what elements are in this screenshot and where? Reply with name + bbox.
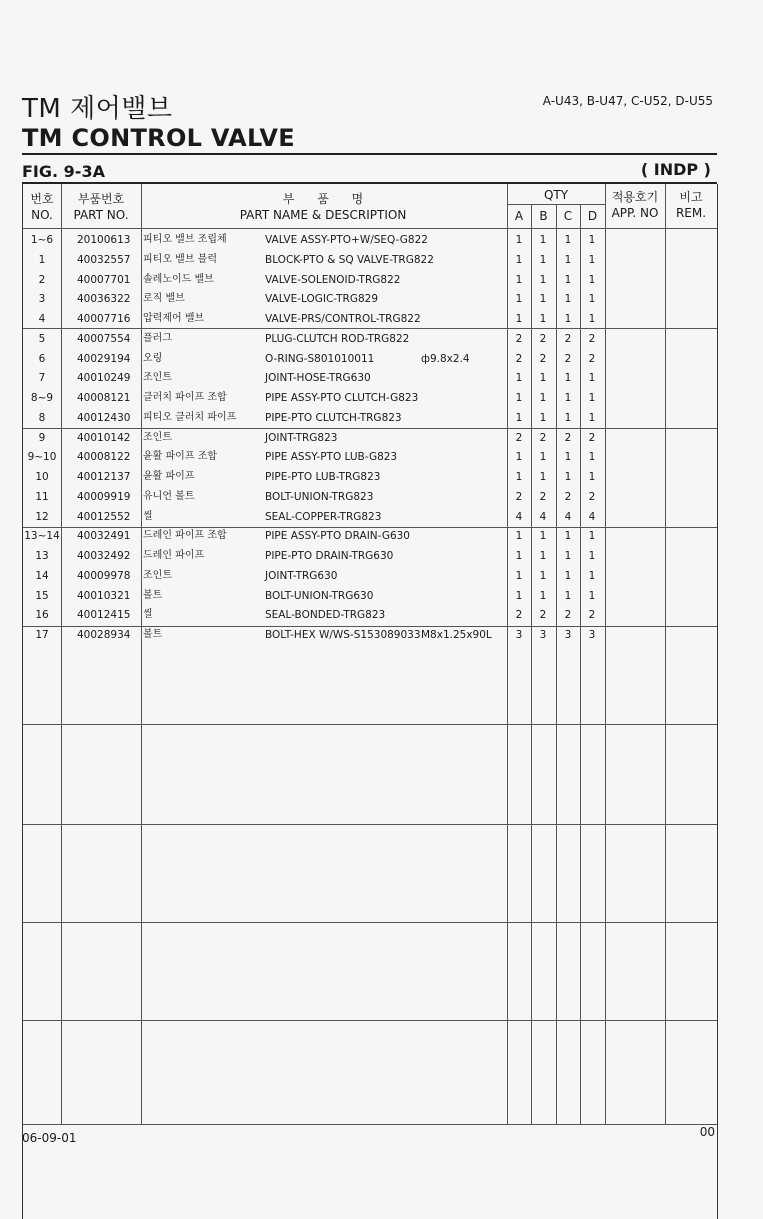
part-name-korean: 조인트 <box>143 372 172 384</box>
part-description: VALVE-LOGIC-TRG829 <box>265 293 379 306</box>
qty-d: 1 <box>588 530 596 543</box>
item-number: 8 <box>38 411 46 424</box>
part-number: 40010321 <box>77 589 131 602</box>
qty-d: 1 <box>588 234 596 246</box>
col-qty-d: D <box>587 209 598 223</box>
qty-c: 1 <box>564 293 572 306</box>
part-number: 40032491 <box>77 530 131 543</box>
part-number: 40010249 <box>77 372 131 385</box>
grid-line <box>23 724 717 725</box>
qty-c: 1 <box>564 471 572 483</box>
part-name-korean: 씰 <box>143 609 153 621</box>
model-list: A-U43, B-U47, C-U52, D-U55 <box>542 94 713 108</box>
part-name-korean: 윤활 파이프 <box>143 471 195 482</box>
part-name-korean: 로직 밸브 <box>143 293 185 305</box>
item-number: 1 <box>38 253 46 266</box>
qty-b: 1 <box>539 293 547 306</box>
qty-c: 2 <box>564 332 572 345</box>
part-number: 40007701 <box>77 273 131 286</box>
item-number: 13~14 <box>24 530 60 543</box>
item-number: 3 <box>38 293 46 306</box>
col-name-ko: 부 품 명 <box>282 192 364 206</box>
grid-line <box>23 1020 717 1021</box>
footer-date: 06-09-01 <box>22 1131 77 1145</box>
col-qty-b: B <box>539 209 548 223</box>
part-number: 40012552 <box>77 510 131 523</box>
grid-line <box>141 184 142 1124</box>
col-partno-ko: 부품번호 <box>77 192 125 206</box>
part-name-korean: 플러그 <box>143 332 172 344</box>
part-spec: M8x1.25x90L <box>421 629 492 641</box>
qty-d: 2 <box>588 332 596 345</box>
qty-b: 2 <box>539 352 547 365</box>
part-description: JOINT-HOSE-TRG630 <box>265 372 371 385</box>
qty-d: 1 <box>588 550 596 562</box>
col-rem-en: REM. <box>675 206 707 220</box>
qty-c: 2 <box>564 431 572 444</box>
item-number: 17 <box>35 629 49 641</box>
qty-c: 2 <box>564 490 572 503</box>
part-description: VALVE-PRS/CONTROL-TRG822 <box>265 313 421 325</box>
part-name-korean: 클러치 파이프 조합 <box>143 392 227 403</box>
part-description: BOLT-UNION-TRG630 <box>265 589 374 602</box>
part-name-korean: 드레인 파이프 <box>143 550 205 561</box>
part-description: PIPE ASSY-PTO DRAIN-G630 <box>265 530 410 543</box>
grid-line <box>23 824 717 825</box>
qty-c: 1 <box>564 234 572 246</box>
qty-a: 1 <box>515 589 523 602</box>
grid-line <box>665 184 666 1124</box>
qty-b: 2 <box>539 431 547 444</box>
qty-b: 1 <box>539 253 547 266</box>
part-description: PIPE ASSY-PTO CLUTCH-G823 <box>265 392 419 404</box>
qty-c: 1 <box>564 372 572 385</box>
part-name-korean: 피티오 밸브 블럭 <box>143 253 217 265</box>
part-description: VALVE-SOLENOID-TRG822 <box>265 273 401 286</box>
part-description: VALVE ASSY-PTO+W/SEQ-G822 <box>265 234 428 246</box>
qty-d: 2 <box>588 490 596 503</box>
qty-a: 3 <box>515 629 523 641</box>
qty-b: 1 <box>539 569 547 582</box>
qty-a: 2 <box>515 609 523 622</box>
qty-d: 1 <box>588 253 596 266</box>
part-number: 40032557 <box>77 253 131 266</box>
qty-b: 1 <box>539 550 547 562</box>
item-number: 16 <box>35 609 49 622</box>
title-korean: TM 제어밸브 <box>22 94 173 124</box>
qty-c: 1 <box>564 392 572 404</box>
grid-line <box>605 184 606 1124</box>
qty-b: 4 <box>539 510 547 523</box>
col-partno-header <box>61 191 141 223</box>
part-name-korean: 볼트 <box>143 589 163 601</box>
col-no-ko: 번호 <box>30 192 54 206</box>
title-english: TM CONTROL VALVE <box>22 124 295 152</box>
part-spec: ф9.8x2.4 <box>421 352 470 365</box>
item-number: 9 <box>38 431 46 444</box>
qty-a: 4 <box>515 510 523 523</box>
qty-c: 1 <box>564 550 572 562</box>
grid-line <box>23 922 717 923</box>
item-number: 11 <box>35 490 49 503</box>
qty-d: 2 <box>588 609 596 622</box>
title-rule <box>22 153 717 155</box>
part-number: 40012430 <box>77 411 131 424</box>
col-qty-c: C <box>563 209 573 223</box>
qty-a: 2 <box>515 332 523 345</box>
part-description: SEAL-COPPER-TRG823 <box>265 510 382 523</box>
part-name-korean: 압력제어 밸브 <box>143 313 205 324</box>
qty-c: 1 <box>564 273 572 286</box>
col-qty-a: A <box>514 209 524 223</box>
part-name-korean: 피티오 클러치 파이프 <box>143 411 237 423</box>
part-description: O-RING-S801010011 <box>265 352 375 365</box>
qty-a: 2 <box>515 490 523 503</box>
item-number: 8~9 <box>30 392 54 404</box>
qty-b: 3 <box>539 629 547 641</box>
part-description: PIPE-PTO LUB-TRG823 <box>265 471 381 483</box>
qty-b: 2 <box>539 332 547 345</box>
qty-c: 1 <box>564 530 572 543</box>
part-name-korean: 피티오 밸브 조립체 <box>143 234 227 245</box>
qty-a: 1 <box>515 411 523 424</box>
grid-line <box>61 184 62 1124</box>
col-rem-ko: 비고 <box>679 190 703 204</box>
part-description: PIPE-PTO CLUTCH-TRG823 <box>265 411 402 424</box>
qty-a: 1 <box>515 550 523 562</box>
qty-d: 1 <box>588 451 596 464</box>
item-number: 14 <box>35 569 49 582</box>
qty-b: 1 <box>539 471 547 483</box>
part-description: PIPE-PTO DRAIN-TRG630 <box>265 550 394 562</box>
qty-c: 1 <box>564 411 572 424</box>
col-name-en: PART NAME & DESCRIPTION <box>239 208 407 222</box>
qty-d: 1 <box>588 569 596 582</box>
part-description: SEAL-BONDED-TRG823 <box>265 609 386 622</box>
qty-a: 1 <box>515 293 523 306</box>
part-number: 40012415 <box>77 609 131 622</box>
qty-b: 1 <box>539 313 547 325</box>
part-name-korean: 볼트 <box>143 629 163 640</box>
qty-a: 1 <box>515 273 523 286</box>
grid-line <box>23 228 717 229</box>
qty-d: 1 <box>588 372 596 385</box>
col-app-en: APP. NO <box>611 206 659 220</box>
col-qty-header: QTY <box>543 188 569 202</box>
qty-a: 1 <box>515 313 523 325</box>
col-rem-header <box>665 189 717 221</box>
qty-d: 1 <box>588 313 596 325</box>
item-number: 15 <box>35 589 49 602</box>
part-number: 40009978 <box>77 569 131 582</box>
qty-c: 4 <box>564 510 572 523</box>
qty-b: 1 <box>539 530 547 543</box>
part-name-korean: 조인트 <box>143 431 172 443</box>
qty-d: 2 <box>588 352 596 365</box>
item-number: 13 <box>35 550 49 562</box>
qty-b: 1 <box>539 392 547 404</box>
part-number: 40008121 <box>77 392 131 404</box>
part-name-korean: 씰 <box>143 510 153 522</box>
qty-b: 1 <box>539 589 547 602</box>
qty-a: 1 <box>515 471 523 483</box>
part-name-korean: 드레인 파이프 조합 <box>143 530 227 542</box>
qty-c: 1 <box>564 451 572 464</box>
item-number: 7 <box>38 372 46 385</box>
part-description: BLOCK-PTO & SQ VALVE-TRG822 <box>265 253 434 266</box>
qty-b: 1 <box>539 234 547 246</box>
qty-a: 1 <box>515 253 523 266</box>
qty-a: 2 <box>515 352 523 365</box>
item-number: 6 <box>38 352 46 365</box>
col-partno-en: PART NO. <box>73 208 129 222</box>
part-description: BOLT-UNION-TRG823 <box>265 490 374 503</box>
part-number: 40028934 <box>77 629 131 641</box>
qty-d: 1 <box>588 293 596 306</box>
variant-label: ( INDP ) <box>640 160 711 179</box>
part-name-korean: 윤활 파이프 조합 <box>143 451 217 463</box>
item-number: 4 <box>38 313 46 325</box>
qty-d: 1 <box>588 589 596 602</box>
qty-a: 1 <box>515 372 523 385</box>
part-description: JOINT-TRG823 <box>265 431 338 444</box>
col-no-en: NO. <box>31 208 53 222</box>
qty-d: 1 <box>588 411 596 424</box>
part-number: 40010142 <box>77 431 131 444</box>
qty-a: 2 <box>515 431 523 444</box>
col-no-header <box>23 191 61 223</box>
part-name-korean: 조인트 <box>143 569 172 581</box>
parts-table <box>22 184 718 1219</box>
qty-b: 2 <box>539 490 547 503</box>
qty-b: 2 <box>539 609 547 622</box>
part-description: JOINT-TRG630 <box>265 569 338 582</box>
qty-b: 1 <box>539 451 547 464</box>
footer-page: 00 <box>699 1125 715 1139</box>
col-app-ko: 적용호기 <box>611 190 659 204</box>
grid-line <box>23 1124 717 1125</box>
part-name-korean: 오링 <box>143 352 163 364</box>
item-number: 12 <box>35 510 49 523</box>
qty-b: 1 <box>539 273 547 286</box>
part-number: 40008122 <box>77 451 131 464</box>
part-number: 40032492 <box>77 550 131 562</box>
qty-a: 1 <box>515 569 523 582</box>
part-description: PLUG-CLUTCH ROD-TRG822 <box>265 332 410 345</box>
qty-c: 2 <box>564 609 572 622</box>
part-number: 40009919 <box>77 490 131 503</box>
qty-b: 1 <box>539 372 547 385</box>
part-number: 20100613 <box>77 234 131 246</box>
qty-d: 1 <box>588 392 596 404</box>
item-number: 5 <box>38 332 46 345</box>
qty-c: 1 <box>564 589 572 602</box>
part-name-korean: 솔레노이드 밸브 <box>143 273 214 285</box>
item-number: 10 <box>35 471 49 483</box>
qty-d: 2 <box>588 431 596 444</box>
qty-a: 1 <box>515 234 523 246</box>
part-description: BOLT-HEX W/WS-S153089033 <box>265 629 421 641</box>
part-number: 40012137 <box>77 471 131 483</box>
item-number: 9~10 <box>27 451 57 464</box>
grid-line <box>507 204 605 205</box>
part-number: 40007716 <box>77 313 131 325</box>
qty-c: 1 <box>564 313 572 325</box>
qty-d: 4 <box>588 510 596 523</box>
qty-d: 1 <box>588 273 596 286</box>
part-description: PIPE ASSY-PTO LUB-G823 <box>265 451 398 464</box>
col-name-header <box>141 191 505 223</box>
figure-number: FIG. 9-3A <box>22 162 105 181</box>
qty-a: 1 <box>515 392 523 404</box>
part-number: 40036322 <box>77 293 131 306</box>
item-number: 1~6 <box>30 234 54 246</box>
qty-c: 3 <box>564 629 572 641</box>
qty-a: 1 <box>515 530 523 543</box>
qty-b: 1 <box>539 411 547 424</box>
part-number: 40007554 <box>77 332 131 345</box>
qty-d: 3 <box>588 629 596 641</box>
qty-c: 1 <box>564 569 572 582</box>
qty-c: 1 <box>564 253 572 266</box>
qty-c: 2 <box>564 352 572 365</box>
part-number: 40029194 <box>77 352 131 365</box>
part-name-korean: 유니언 볼트 <box>143 490 195 502</box>
item-number: 2 <box>38 273 46 286</box>
qty-a: 1 <box>515 451 523 464</box>
col-app-header <box>605 189 665 221</box>
qty-d: 1 <box>588 471 596 483</box>
